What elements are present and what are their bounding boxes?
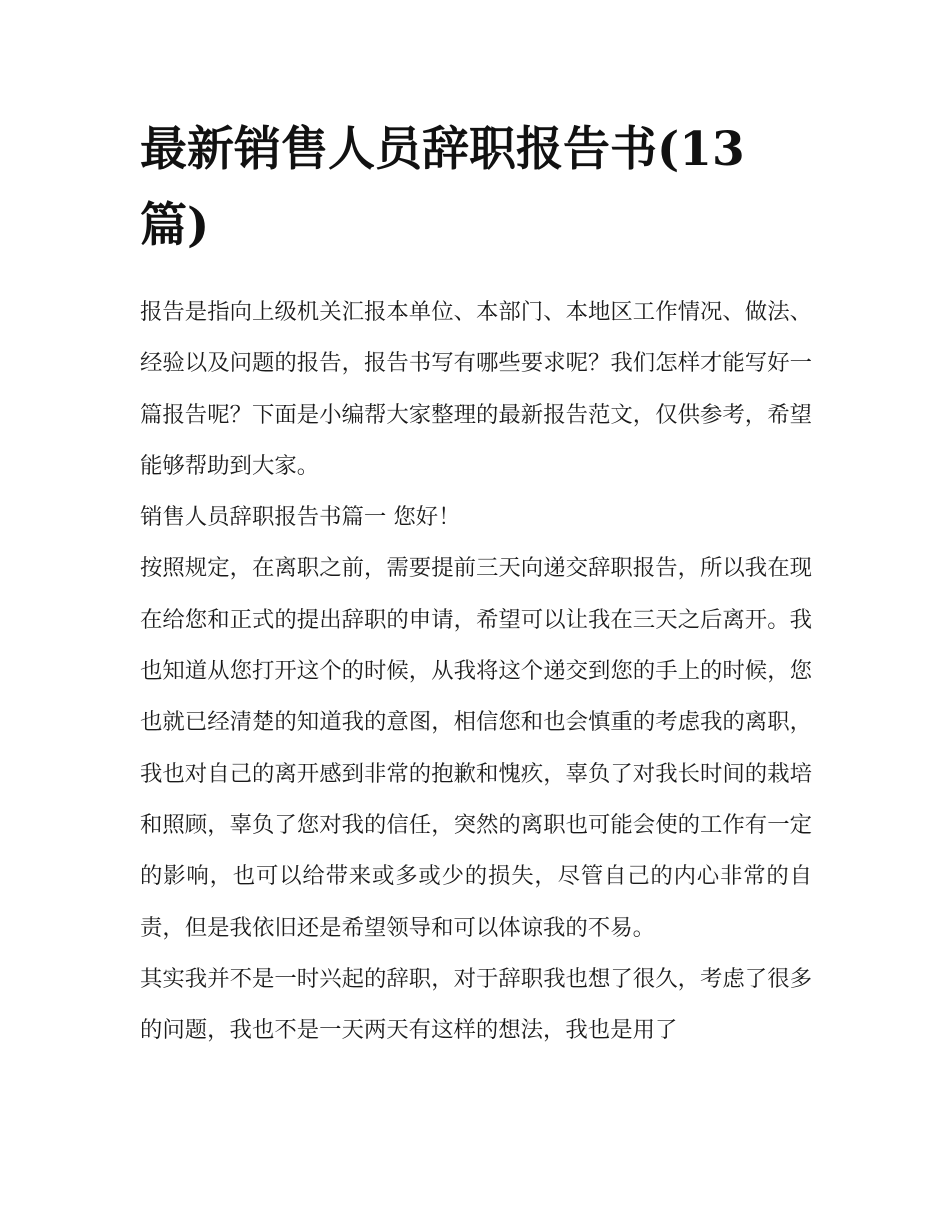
body-paragraph-2: 其实我并不是一时兴起的辞职，对于辞职我也想了很久，考虑了很多的问题，我也不是一天两天有这样的想法，我也是用了 bbox=[140, 965, 812, 1044]
section-heading: 销售人员辞职报告书篇一 您好！ bbox=[140, 504, 461, 531]
document-page bbox=[140, 112, 812, 1056]
body-paragraph-1: 按照规定，在离职之前，需要提前三天向递交辞职报告，所以我在现在给您和正式的提出辞职的申请，希望可以让我在三天之后离开。我也知道从您打开这个的时候，从我将这个递交到您的手上的时候，您也就已经清楚的知道我的意图，相信您和也会慎重的考虑我的离职，我也对自己的离开感到非常的抱歉和愧疚，辜负了对我长时间的栽培和照顾，辜负了您对我的信任，突然的离职也可能会使的工作有一定的影响，也可以给带来或多或少的损失，尽管自己的内心非常的自责，但是我依旧还是希望领导和可以体谅我的不易。 bbox=[140, 555, 812, 941]
intro-paragraph: 报告是指向上级机关汇报本单位、本部门、本地区工作情况、做法、经验以及问题的报告，报告书写有哪些要求呢？我们怎样才能写好一篇报告呢？下面是小编帮大家整理的最新报告范文，仅供参考，希望能够帮助到大家。 bbox=[140, 299, 812, 479]
document-title: 最新销售人员辞职报告书(13篇) bbox=[140, 122, 745, 253]
